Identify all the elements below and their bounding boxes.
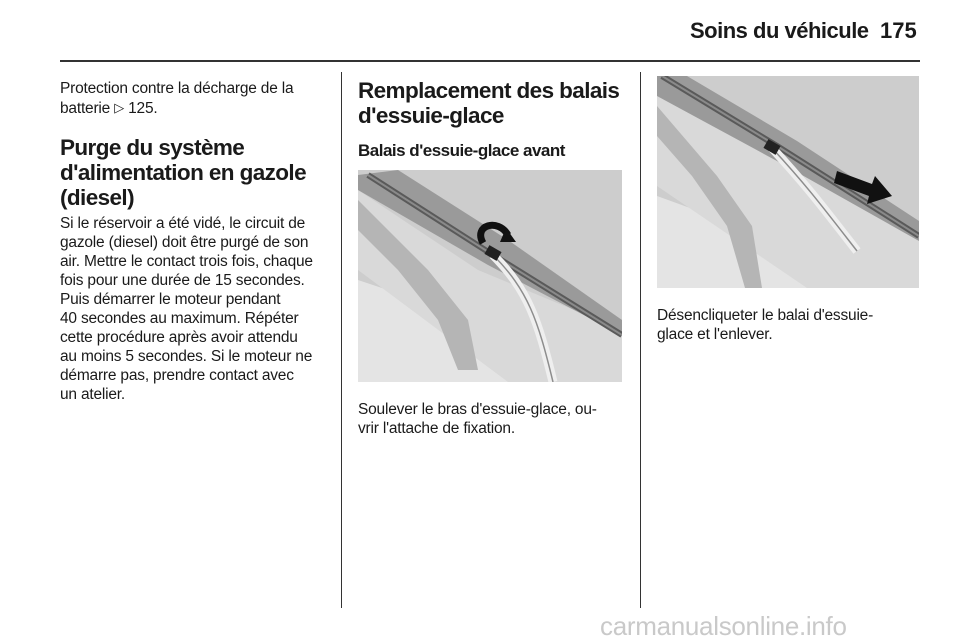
heading-line: (diesel) [60, 185, 134, 210]
caption-remove-blade [657, 306, 927, 344]
watermark-text: carmanualsonline.info [600, 611, 847, 641]
para-line: gazole (diesel) doit être purgé de son [60, 234, 309, 251]
caption-line: Soulever le bras d'essuie-glace, ou- [358, 401, 597, 418]
intro-line-1: Protection contre la décharge de la [60, 80, 294, 97]
intro-line-2 [60, 98, 330, 118]
intro-paragraph [60, 79, 330, 118]
purge-paragraph [60, 214, 335, 404]
para-line: Puis démarrer le moteur pendant [60, 291, 281, 308]
wiper-arm-lift-illustration [358, 170, 622, 382]
caption-line: vrir l'attache de fixation. [358, 420, 515, 437]
heading-line: d'alimentation en gazole [60, 160, 306, 185]
caption-line: glace et l'enlever. [657, 326, 773, 343]
caption-lift-arm [358, 400, 628, 438]
heading-line: d'essuie-glace [358, 103, 504, 128]
wiper-blade-removal-illustration [657, 76, 919, 288]
para-line: un atelier. [60, 386, 126, 403]
caption-line: Désencliqueter le balai d'essuie- [657, 307, 874, 324]
heading-line: Purge du système [60, 135, 245, 160]
page-reference-link[interactable]: 125. [128, 100, 158, 117]
section-heading-wiper [358, 78, 638, 128]
para-line: Si le réservoir a été vidé, le circuit de [60, 215, 306, 232]
page-number: 175 [880, 18, 917, 43]
para-line: démarre pas, prendre contact avec [60, 367, 294, 384]
column-divider-2 [640, 72, 641, 608]
header-rule [60, 60, 920, 62]
heading-line: Remplacement des balais [358, 78, 620, 103]
para-line: cette procédure après avoir attendu [60, 329, 298, 346]
page-reference-arrow-icon: ▷ [114, 100, 125, 115]
para-line: air. Mettre le contact trois fois, chaque [60, 253, 313, 270]
column-divider-1 [341, 72, 342, 608]
wiper-blade-removal-drawing [657, 76, 919, 288]
para-line: 40 secondes au maximum. Répéter [60, 310, 299, 327]
running-header-title: Soins du véhicule [690, 18, 869, 43]
wiper-arm-lift-drawing [358, 170, 622, 382]
intro-text: batterie [60, 100, 111, 117]
para-line: au moins 5 secondes. Si le moteur ne [60, 348, 313, 365]
subheading-front-wipers: Balais d'essuie-glace avant [358, 141, 565, 160]
para-line: fois pour une durée de 15 secondes. [60, 272, 305, 289]
section-heading-purge [60, 135, 340, 210]
